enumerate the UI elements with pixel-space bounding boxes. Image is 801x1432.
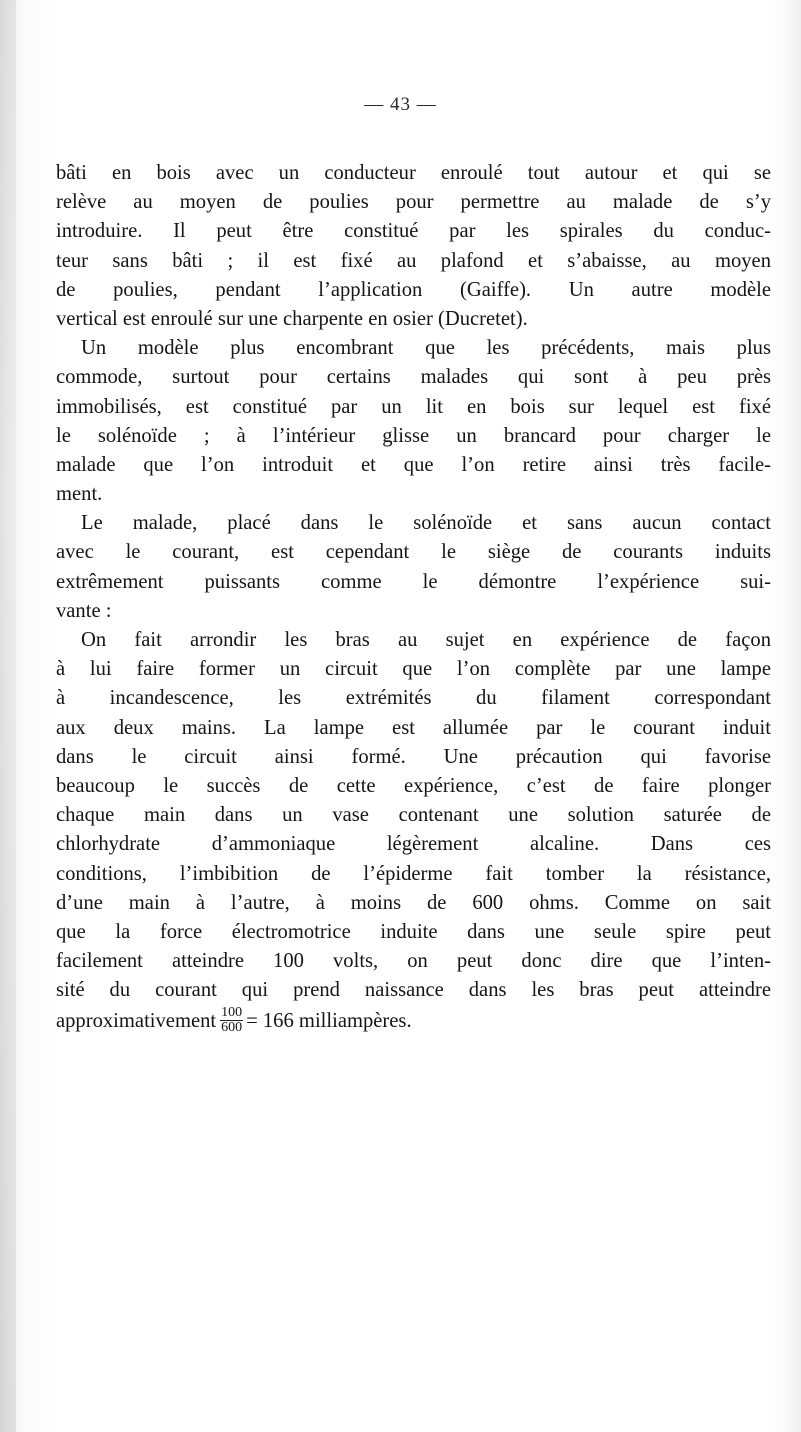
text-line-17: On fait arrondir les bras au sujet en expérience de façon [81, 629, 771, 651]
text-line-19: à incandescence, les extrémités du filament correspondant [56, 687, 771, 710]
text-line-26: d’une main à l’autre, à moins de 600 ohms. Comme on sait [56, 891, 771, 914]
fraction-denominator: 600 [221, 1020, 243, 1036]
final-line-suffix: = 166 milliampères. [246, 1010, 412, 1033]
text-line-24: chlorhydrate d’ammoniaque légèrement alcaline. Dans ces [56, 833, 771, 856]
text-line-13: Le malade, placé dans le solénoïde et sans aucun contact [81, 512, 771, 535]
text-line-12: ment. [56, 483, 103, 506]
text-line-10: le solénoïde ; à l’intérieur glisse un brancard pour charger le [56, 424, 771, 447]
text-line-21: dans le circuit ainsi formé. Une précaution qui favorise [56, 745, 771, 768]
text-line-28: facilement atteindre 100 volts, on peut donc dire que l’inten- [56, 950, 771, 973]
text-line-8: commode, surtout pour certains malades qui sont à peu près [56, 366, 771, 389]
text-line-18: à lui faire former un circuit que l’on complète par une lampe [56, 658, 771, 681]
page-number: — 43 — [364, 94, 437, 115]
text-line-30 [56, 1005, 771, 1037]
text-line-23: chaque main dans un vase contenant une solution saturée de [56, 804, 771, 827]
text-line-25: conditions, l’imbibition de l’épiderme fait tomber la résistance, [56, 862, 771, 885]
text-line-27: que la force électromotrice induite dans une seule spire peut [56, 920, 771, 943]
text-line-14: avec le courant, est cependant le siège de courants induits [56, 541, 771, 564]
text-line-22: beaucoup le succès de cette expérience, c’est de faire plonger [56, 774, 771, 797]
page-edge-shadow [0, 0, 16, 1432]
text-line-3: introduire. Il peut être constitué par les spirales du conduc- [56, 220, 771, 243]
text-line-11: malade que l’on introduit et que l’on retire ainsi très facile- [56, 453, 771, 476]
text-line-4: teur sans bâti ; il est fixé au plafond et s’abaisse, au moyen [56, 249, 771, 272]
text-line-15: extrêmement puissants comme le démontre l’expérience sui- [56, 570, 771, 593]
fraction [220, 1006, 243, 1035]
text-line-1: bâti en bois avec un conducteur enroulé tout autour et qui se [56, 162, 771, 184]
text-line-9: immobilisés, est constitué par un lit en bois sur lequel est fixé [56, 395, 771, 418]
text-line-16: vante : [56, 599, 112, 622]
text-line-20: aux deux mains. La lampe est allumée par le courant induit [56, 716, 771, 739]
final-line-prefix: approximativement [56, 1010, 217, 1033]
text-line-29: sité du courant qui prend naissance dans les bras peut atteindre [56, 979, 771, 1002]
text-line-5: de poulies, pendant l’application (Gaiffe). Un autre modèle [56, 278, 771, 301]
body-text [56, 159, 771, 1037]
text-line-7: Un modèle plus encombrant que les précédents, mais plus [81, 337, 771, 360]
fraction-numerator: 100 [221, 1005, 243, 1021]
text-line-2: relève au moyen de poulies pour permettre au malade de s’y [56, 191, 771, 214]
text-line-6: vertical est enroulé sur une charpente en osier (Ducretet). [56, 307, 528, 330]
